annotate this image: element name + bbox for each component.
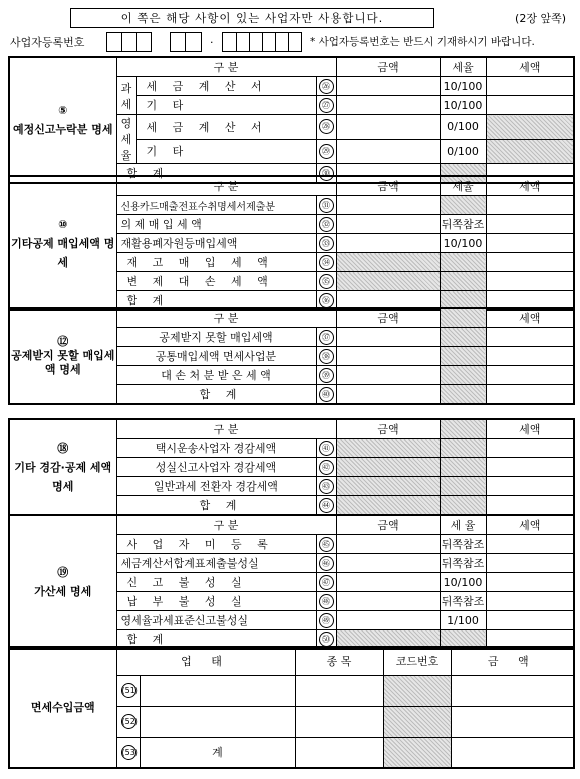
rate-value: 0/100: [440, 115, 486, 140]
col-amount: 금액: [336, 515, 440, 535]
tax-input[interactable]: [486, 366, 574, 385]
rate-value: 뒤쪽참조: [440, 554, 486, 573]
amount-disabled: [336, 439, 440, 458]
registration-number-row: 사업자등록번호 · * 사업자등록번호는 반드시 기재하시기 바랍니다.: [10, 32, 575, 52]
notice-banner: 이 쪽은 해당 사항이 있는 사업자만 사용합니다.: [70, 8, 434, 28]
section18-title: ⑱ 기타 경감·공제 세액 명세: [9, 419, 116, 515]
row-number: ㉝: [319, 236, 334, 251]
row-label: 영세율과세표준신고불성실: [116, 611, 316, 630]
amount-input[interactable]: [336, 328, 440, 347]
tax-input[interactable]: [486, 611, 574, 630]
section10-title: ⑩ 기타공제 매입세액 명세: [9, 176, 116, 310]
col-gubun: 구 분: [116, 57, 336, 77]
tax-input[interactable]: [486, 592, 574, 611]
amount-disabled: [336, 458, 440, 477]
amount-input[interactable]: [336, 115, 440, 140]
row-label: 성실신고사업자 경감세액: [116, 458, 316, 477]
rate-disabled: [440, 328, 486, 347]
row-label: 변 제 대 손 세 액: [116, 272, 316, 291]
tax-input[interactable]: [486, 535, 574, 554]
rate-disabled: [440, 253, 486, 272]
reg-number-part2[interactable]: [170, 32, 202, 52]
row-number: (51): [121, 683, 136, 698]
amount-input[interactable]: [336, 215, 440, 234]
col-gubun: 구 분: [116, 176, 336, 196]
col-item: 종 목: [295, 647, 383, 675]
rate-disabled: [440, 347, 486, 366]
col-amount: 금액: [336, 176, 440, 196]
section19-title: ⑲ 가산세 명세: [9, 515, 116, 649]
amount-input[interactable]: [451, 675, 574, 706]
col-tax: 세액: [486, 419, 574, 439]
row-label: 신 고 불 성 실: [116, 573, 316, 592]
col-amount: 금액: [336, 308, 440, 328]
total-label: 합 계: [116, 164, 316, 184]
section-non-deductible: [8, 307, 575, 405]
rate-disabled: [440, 496, 486, 516]
row-number: (52): [121, 714, 136, 729]
row-number: ㉘: [319, 119, 334, 134]
col-tax: 세액: [486, 308, 574, 328]
total-label: 합 계: [116, 385, 316, 405]
total-label: 합 계: [116, 630, 316, 650]
rate-disabled: [440, 477, 486, 496]
tax-disabled: [486, 139, 574, 164]
tax-input[interactable]: [486, 96, 574, 115]
rate-value: 10/100: [440, 96, 486, 115]
item-input[interactable]: [295, 737, 383, 768]
row-label: 세금계산서합계표제출불성실: [116, 554, 316, 573]
rate-value: 10/100: [440, 77, 486, 96]
col-gubun: 구 분: [116, 308, 336, 328]
row-number: ㉟: [319, 274, 334, 289]
rate-disabled: [440, 385, 486, 405]
section12-title: ⑫ 공제받지 못할 매입세액 명세: [9, 308, 116, 404]
amount-disabled: [336, 253, 440, 272]
rate-disabled: [440, 419, 486, 439]
code-input[interactable]: [383, 706, 451, 737]
row-number: ㊷: [319, 460, 334, 475]
rate-disabled: [440, 366, 486, 385]
amount-input[interactable]: [336, 77, 440, 96]
tax-input[interactable]: [486, 496, 574, 516]
tax-input[interactable]: [486, 573, 574, 592]
col-business-type: 업 태: [116, 647, 295, 675]
page-tag: (2장 앞쪽): [515, 12, 566, 25]
exempt-title: 면세수입금액: [9, 647, 116, 768]
col-amount: 금액: [336, 419, 440, 439]
col-rate: 세율: [440, 176, 486, 196]
row-number: ㉛: [319, 198, 334, 213]
amount-input[interactable]: [336, 234, 440, 253]
col-amount: 금액: [336, 57, 440, 77]
col-code: 코드번호: [383, 647, 451, 675]
tax-input[interactable]: [486, 347, 574, 366]
col-tax: 세액: [486, 176, 574, 196]
row-number: ㊴: [319, 368, 334, 383]
row-label: 납 부 불 성 실: [116, 592, 316, 611]
row-label: 의 제 매 입 세 액: [116, 215, 316, 234]
col-amount: 금 액: [451, 647, 574, 675]
rate-value: 0/100: [440, 139, 486, 164]
row-number: ㊼: [319, 575, 334, 590]
row-label: 세 금 계 산 서: [136, 115, 316, 140]
section5-title: ⑤ 예정신고누락분 명세: [9, 57, 116, 183]
rate-disabled: [440, 272, 486, 291]
row-label: 재 고 매 입 세 액: [116, 253, 316, 272]
row-number: ㊺: [319, 537, 334, 552]
amount-input[interactable]: [336, 535, 440, 554]
reg-number-label: 사업자등록번호: [10, 36, 85, 49]
group-zero-rate: 영세율: [116, 115, 136, 164]
total-label: 계: [140, 737, 295, 768]
row-number: ㉗: [319, 98, 334, 113]
row-number: (53): [121, 745, 136, 760]
row-number: ㊸: [319, 479, 334, 494]
row-label: 일반과세 전환자 경감세액: [116, 477, 316, 496]
tax-input[interactable]: [486, 196, 574, 215]
rate-value: 뒤쪽참조: [440, 535, 486, 554]
row-label: 공통매입세액 면세사업분: [116, 347, 316, 366]
row-number: ㊲: [319, 330, 334, 345]
group-taxable: 과세: [116, 77, 136, 115]
row-label: 대 손 처 분 받 은 세 액: [116, 366, 316, 385]
col-rate: 세율: [440, 57, 486, 77]
tax-input[interactable]: [486, 439, 574, 458]
tax-input[interactable]: [486, 477, 574, 496]
amount-input[interactable]: [451, 737, 574, 768]
row-number: ㊵: [319, 387, 334, 402]
amount-disabled: [336, 477, 440, 496]
reg-number-part1[interactable]: [106, 32, 152, 52]
row-label: 신용카드매출전표수취명세서제출분: [116, 196, 316, 215]
amount-input[interactable]: [336, 347, 440, 366]
amount-input[interactable]: [336, 611, 440, 630]
rate-value: 1/100: [440, 611, 486, 630]
tax-input[interactable]: [486, 458, 574, 477]
tax-input[interactable]: [486, 554, 574, 573]
amount-input[interactable]: [336, 554, 440, 573]
tax-input[interactable]: [486, 234, 574, 253]
rate-disabled: [440, 308, 486, 328]
amount-input[interactable]: [336, 592, 440, 611]
amount-input[interactable]: [336, 366, 440, 385]
rate-disabled: [440, 196, 486, 215]
row-number: ㊹: [319, 498, 334, 513]
item-input[interactable]: [295, 675, 383, 706]
amount-disabled: [336, 496, 440, 516]
col-gubun: 구 분: [116, 419, 336, 439]
row-number: ㊻: [319, 556, 334, 571]
rate-value: 10/100: [440, 234, 486, 253]
row-label: 기 타: [136, 139, 316, 164]
rate-value: 10/100: [440, 573, 486, 592]
total-label: 합 계: [116, 496, 316, 516]
row-number: ㊶: [319, 441, 334, 456]
row-number: ㉖: [319, 79, 334, 94]
row-label: 기 타: [136, 96, 316, 115]
section-other-reductions: [8, 418, 575, 516]
code-input[interactable]: [383, 737, 451, 768]
row-label: 택시운송사업자 경감세액: [116, 439, 316, 458]
col-tax: 세액: [486, 515, 574, 535]
business-type-input[interactable]: [140, 706, 295, 737]
amount-disabled: [336, 272, 440, 291]
amount-input[interactable]: [336, 96, 440, 115]
rate-value: 뒤쪽참조: [440, 592, 486, 611]
row-number: ㊾: [319, 613, 334, 628]
row-number: ㉜: [319, 217, 334, 232]
row-number: ㊿: [319, 632, 334, 647]
col-tax: 세액: [486, 57, 574, 77]
col-gubun: 구 분: [116, 515, 336, 535]
tax-disabled: [486, 115, 574, 140]
row-label: 사 업 자 미 등 록: [116, 535, 316, 554]
row-label: 재활용폐자원등매입세액: [116, 234, 316, 253]
section-tax-exempt-income: [8, 646, 575, 769]
section-penalty-tax: [8, 514, 575, 650]
row-number: ㊽: [319, 594, 334, 609]
row-label: 공제받지 못할 매입세액: [116, 328, 316, 347]
row-number: ㉞: [319, 255, 334, 270]
reg-number-note: * 사업자등록번호는 반드시 기재하시기 바랍니다.: [310, 36, 535, 48]
section-other-deductions: [8, 175, 575, 311]
item-input[interactable]: [295, 706, 383, 737]
row-number: ㊱: [319, 293, 334, 308]
tax-input[interactable]: [486, 253, 574, 272]
row-label: 세 금 계 산 서: [136, 77, 316, 96]
total-label: 합 계: [116, 291, 316, 311]
row-number: ㉚: [319, 166, 334, 181]
tax-input[interactable]: [486, 272, 574, 291]
tax-input[interactable]: [486, 215, 574, 234]
tax-input[interactable]: [486, 385, 574, 405]
code-input[interactable]: [383, 675, 451, 706]
amount-input[interactable]: [336, 573, 440, 592]
rate-disabled: [440, 458, 486, 477]
amount-input[interactable]: [336, 139, 440, 164]
rate-disabled: [440, 439, 486, 458]
amount-input[interactable]: [336, 385, 440, 405]
col-rate: 세 율: [440, 515, 486, 535]
amount-input[interactable]: [336, 196, 440, 215]
amount-input[interactable]: [451, 706, 574, 737]
section-unreported-preliminary: [8, 56, 575, 184]
tax-input[interactable]: [486, 77, 574, 96]
business-type-input[interactable]: [140, 675, 295, 706]
tax-input[interactable]: [486, 328, 574, 347]
rate-value: 뒤쪽참조: [440, 215, 486, 234]
reg-number-part3[interactable]: [222, 32, 302, 52]
row-number: ㊳: [319, 349, 334, 364]
row-number: ㉙: [319, 144, 334, 159]
